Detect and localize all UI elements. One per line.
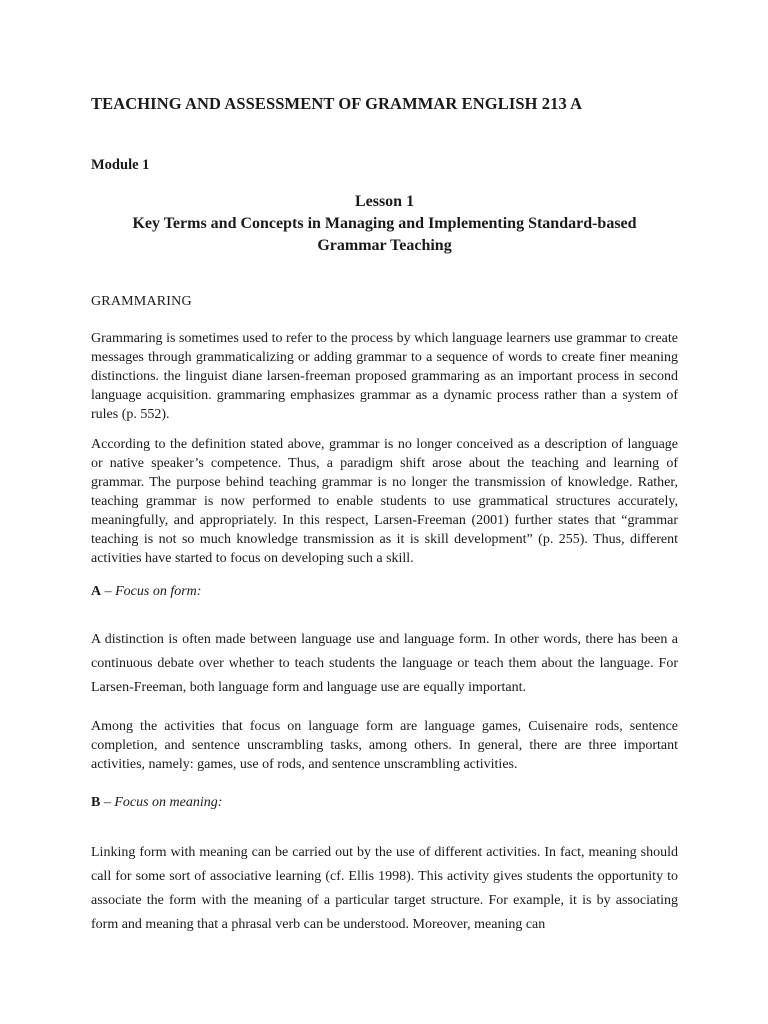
section-heading-grammaring: GRAMMARING [91, 294, 192, 309]
subsection-label: Focus on form: [115, 584, 202, 599]
subsection-letter: B [91, 795, 101, 810]
subsection-heading-focus-on-meaning [91, 795, 222, 811]
subsection-letter: A [91, 584, 102, 599]
lesson-heading [91, 191, 678, 257]
document-title: TEACHING AND ASSESSMENT OF GRAMMAR ENGLISH 213 A [91, 94, 583, 113]
lesson-number: Lesson 1 [354, 193, 415, 210]
paragraph-form-vs-use: A distinction is often made between language use and language form. In other words, there has been a continuous debate over whether to teach students the language or teach them about the language. For Larsen-Freeman, both language form and language use are equally important. [91, 632, 678, 695]
subsection-label: Focus on meaning: [114, 795, 223, 810]
lesson-title-line-1: Key Terms and Concepts in Managing and Implementing Standard-based [132, 215, 637, 232]
subsection-heading-focus-on-form [91, 584, 201, 600]
subsection-dash: – [101, 584, 116, 599]
paragraph-form-activities: Among the activities that focus on language form are language games, Cuisenaire rods, sentence completion, and sentence unscrambling tasks, among others. In general, there are three important activities, namely: games, use of rods, and sentence unscrambling activities. [91, 719, 678, 772]
subsection-dash: – [100, 795, 115, 810]
paragraph-form-meaning-link: Linking form with meaning can be carried out by the use of different activities. In fact, meaning should call for some sort of associative learning (cf. Ellis 1998). This activity gives students the opportunity to associate the form with the meaning of a particular target structure. For example, it is by associating form and meaning that a phrasal verb can be understood. Moreover, meaning can [91, 845, 678, 932]
lesson-title-line-2: Grammar Teaching [317, 237, 452, 254]
module-label: Module 1 [91, 157, 150, 173]
paragraph-grammaring-definition: Grammaring is sometimes used to refer to the process by which language learners use grammar to create messages through grammaticalizing or adding grammar to a sequence of words to create finer meaning distinctions. the linguist diane larsen-freeman proposed grammaring as an important process in second language acquisition. grammaring emphasizes grammar as a dynamic process rather than a system of rules (p. 552). [91, 331, 678, 422]
paragraph-paradigm-shift: According to the definition stated above, grammar is no longer conceived as a description of language or native speaker’s competence. Thus, a paradigm shift arose about the teaching and learning of grammar. The purpose behind teaching grammar is no longer the transmission of knowledge. Rather, teaching grammar is now performed to enable students to use grammatical structures accurately, meaningfully, and appropriately. In this respect, Larsen-Freeman (2001) further states that “grammar teaching is not so much knowledge transmission as it is skill development” (p. 255). Thus, different activities have started to focus on developing such a skill. [91, 437, 678, 566]
